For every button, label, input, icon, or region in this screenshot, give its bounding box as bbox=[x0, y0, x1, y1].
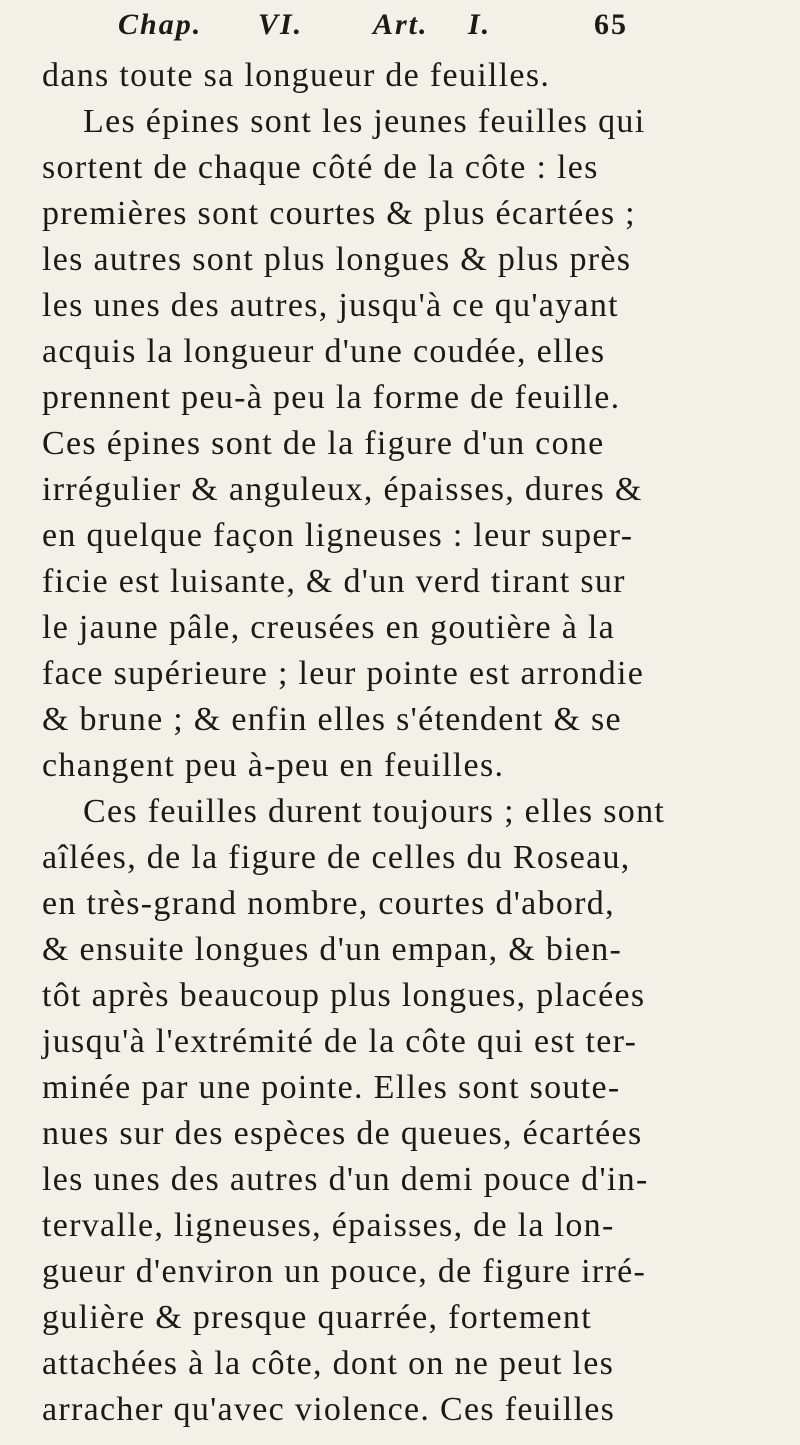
text-line: irrégulier & anguleux, épaisses, dures & bbox=[42, 471, 643, 508]
text-line: Ces feuilles durent toujours ; elles sont bbox=[83, 793, 666, 830]
header-article-number: I. bbox=[468, 8, 492, 41]
text-line: Ces épines sont de la figure d'un cone bbox=[42, 425, 605, 462]
text-line: ficie est luisante, & d'un verd tirant sur bbox=[42, 563, 626, 600]
text-line: minée par une pointe. Elles sont soute- bbox=[42, 1069, 621, 1106]
text-line: changent peu à-peu en feuilles. bbox=[42, 747, 505, 784]
text-line: jusqu'à l'extrémité de la côte qui est ter- bbox=[42, 1023, 638, 1060]
text-line: tôt après beaucoup plus longues, placées bbox=[42, 977, 646, 1014]
text-line: premières sont courtes & plus écartées ; bbox=[42, 195, 636, 232]
text-line: gueur d'environ un pouce, de figure irré- bbox=[42, 1253, 647, 1290]
header-chapter: Chap. bbox=[118, 8, 203, 41]
text-line: en très-grand nombre, courtes d'abord, bbox=[42, 885, 615, 922]
text-line: gulière & presque quarrée, fortement bbox=[42, 1299, 592, 1336]
text-line: les unes des autres, jusqu'à ce qu'ayant bbox=[42, 287, 619, 324]
text-line: prennent peu-à peu la forme de feuille. bbox=[42, 379, 621, 416]
text-line: face supérieure ; leur pointe est arrondie bbox=[42, 655, 645, 692]
text-line: en quelque façon ligneuses : leur super- bbox=[42, 517, 634, 554]
body-text bbox=[42, 53, 762, 1433]
text-line: les autres sont plus longues & plus près bbox=[42, 241, 632, 278]
text-line: Les épines sont les jeunes feuilles qui bbox=[83, 103, 646, 140]
text-line: attachées à la côte, dont on ne peut les bbox=[42, 1345, 615, 1382]
running-header bbox=[118, 8, 678, 52]
header-article: Art. bbox=[373, 8, 429, 41]
text-line: nues sur des espèces de queues, écartées bbox=[42, 1115, 643, 1152]
page-number: 65 bbox=[594, 8, 628, 41]
text-line: & ensuite longues d'un empan, & bien- bbox=[42, 931, 623, 968]
text-line: tervalle, ligneuses, épaisses, de la lon- bbox=[42, 1207, 615, 1244]
text-line: aîlées, de la figure de celles du Roseau, bbox=[42, 839, 631, 876]
header-section: VI. bbox=[258, 8, 304, 41]
text-line: acquis la longueur d'une coudée, elles bbox=[42, 333, 606, 370]
text-line: arracher qu'avec violence. Ces feuilles bbox=[42, 1391, 616, 1428]
text-line: sortent de chaque côté de la côte : les bbox=[42, 149, 599, 186]
text-line: le jaune pâle, creusées en goutière à la bbox=[42, 609, 616, 646]
text-line: dans toute sa longueur de feuilles. bbox=[42, 57, 551, 94]
text-line: les unes des autres d'un demi pouce d'in- bbox=[42, 1161, 649, 1198]
text-line: & brune ; & enfin elles s'étendent & se bbox=[42, 701, 622, 738]
